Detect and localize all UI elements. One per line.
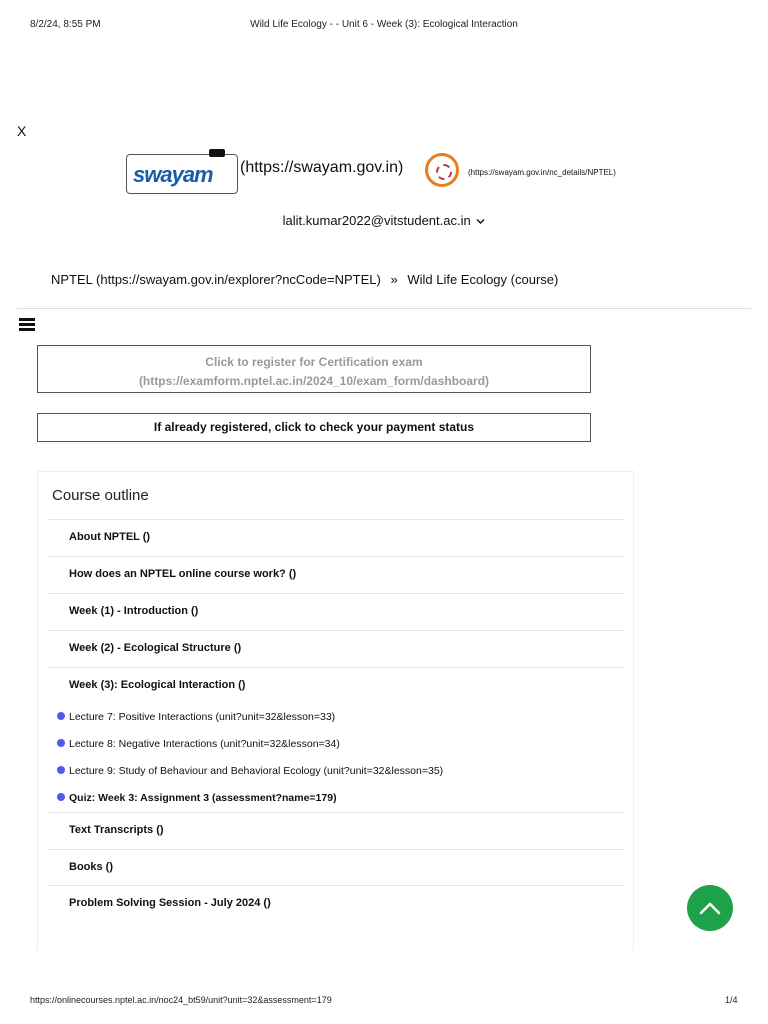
lesson-label: Lecture 7: Positive Interactions (unit?unit=32&lesson=33) [69, 711, 336, 723]
scroll-to-top-button[interactable] [687, 885, 733, 931]
hamburger-icon[interactable] [19, 318, 35, 332]
outline-unit-books[interactable]: Books () [47, 849, 625, 885]
outline-unit-week-2[interactable]: Week (2) - Ecological Structure () [47, 630, 625, 666]
user-email: lalit.kumar2022@vitstudent.ac.in [282, 213, 471, 228]
print-datetime: 8/2/24, 8:55 PM [30, 19, 101, 30]
outline-unit-text-transcripts[interactable]: Text Transcripts () [47, 812, 625, 848]
nptel-details-link[interactable]: (https://swayam.gov.in/nc_details/NPTEL) [468, 168, 616, 177]
swayam-logo-icon[interactable] [126, 154, 238, 194]
course-outline-title: Course outline [52, 487, 149, 504]
chevron-down-icon [476, 218, 485, 225]
lesson-label: Lecture 9: Study of Behaviour and Behavioral Ecology (unit?unit=32&lesson=35) [69, 765, 444, 777]
swayam-home-link[interactable]: (https://swayam.gov.in) [240, 159, 404, 176]
outline-unit-week-3[interactable]: Week (3): Ecological Interaction () [47, 667, 625, 703]
chevron-up-icon [698, 898, 722, 918]
bullet-dot-icon [57, 712, 65, 720]
register-button-line2: (https://examform.nptel.ac.in/2024_10/exam_form/dashboard) [138, 374, 490, 388]
close-button[interactable]: X [17, 123, 27, 139]
swayam-logo-wordmark: swayam [133, 162, 213, 187]
outline-unit-problem-solving[interactable]: Problem Solving Session - July 2024 () [47, 885, 625, 921]
print-page-title: Wild Life Ecology - - Unit 6 - Week (3): Ecological Interaction [250, 19, 518, 30]
user-account-menu[interactable] [0, 213, 768, 228]
payment-status-button[interactable]: If already registered, click to check your payment status [37, 413, 591, 442]
print-footer-url: https://onlinecourses.nptel.ac.in/noc24_bt59/unit?unit=32&assessment=179 [30, 995, 332, 1005]
outline-unit-how-it-works[interactable]: How does an NPTEL online course work? () [47, 556, 625, 592]
bullet-dot-icon [57, 793, 65, 801]
print-page-number: 1/4 [725, 995, 738, 1005]
breadcrumb-separator: » [390, 272, 398, 287]
bullet-dot-icon [57, 739, 65, 747]
quiz-link[interactable] [57, 792, 337, 804]
divider [17, 308, 751, 309]
breadcrumb-nptel-link[interactable]: NPTEL (https://swayam.gov.in/explorer?ncCode=NPTEL) [51, 272, 381, 287]
logo-row [0, 150, 768, 194]
bullet-dot-icon [57, 766, 65, 774]
course-outline-panel [37, 471, 634, 951]
lesson-link[interactable] [57, 738, 340, 750]
register-button-line1: Click to register for Certification exam [205, 355, 423, 369]
register-exam-button[interactable] [37, 345, 591, 393]
outline-unit-about-nptel[interactable]: About NPTEL () [47, 519, 625, 555]
quiz-label: Quiz: Week 3: Assignment 3 (assessment?name=179) [69, 792, 337, 804]
lesson-link[interactable] [57, 711, 335, 723]
outline-unit-week-1[interactable]: Week (1) - Introduction () [47, 593, 625, 629]
nptel-logo-icon[interactable] [425, 153, 459, 187]
breadcrumb-course-link[interactable]: Wild Life Ecology (course) [407, 272, 559, 287]
breadcrumb [51, 272, 558, 287]
lesson-link[interactable] [57, 765, 443, 777]
lesson-label: Lecture 8: Negative Interactions (unit?unit=32&lesson=34) [69, 738, 340, 750]
graduation-cap-icon [209, 149, 225, 157]
